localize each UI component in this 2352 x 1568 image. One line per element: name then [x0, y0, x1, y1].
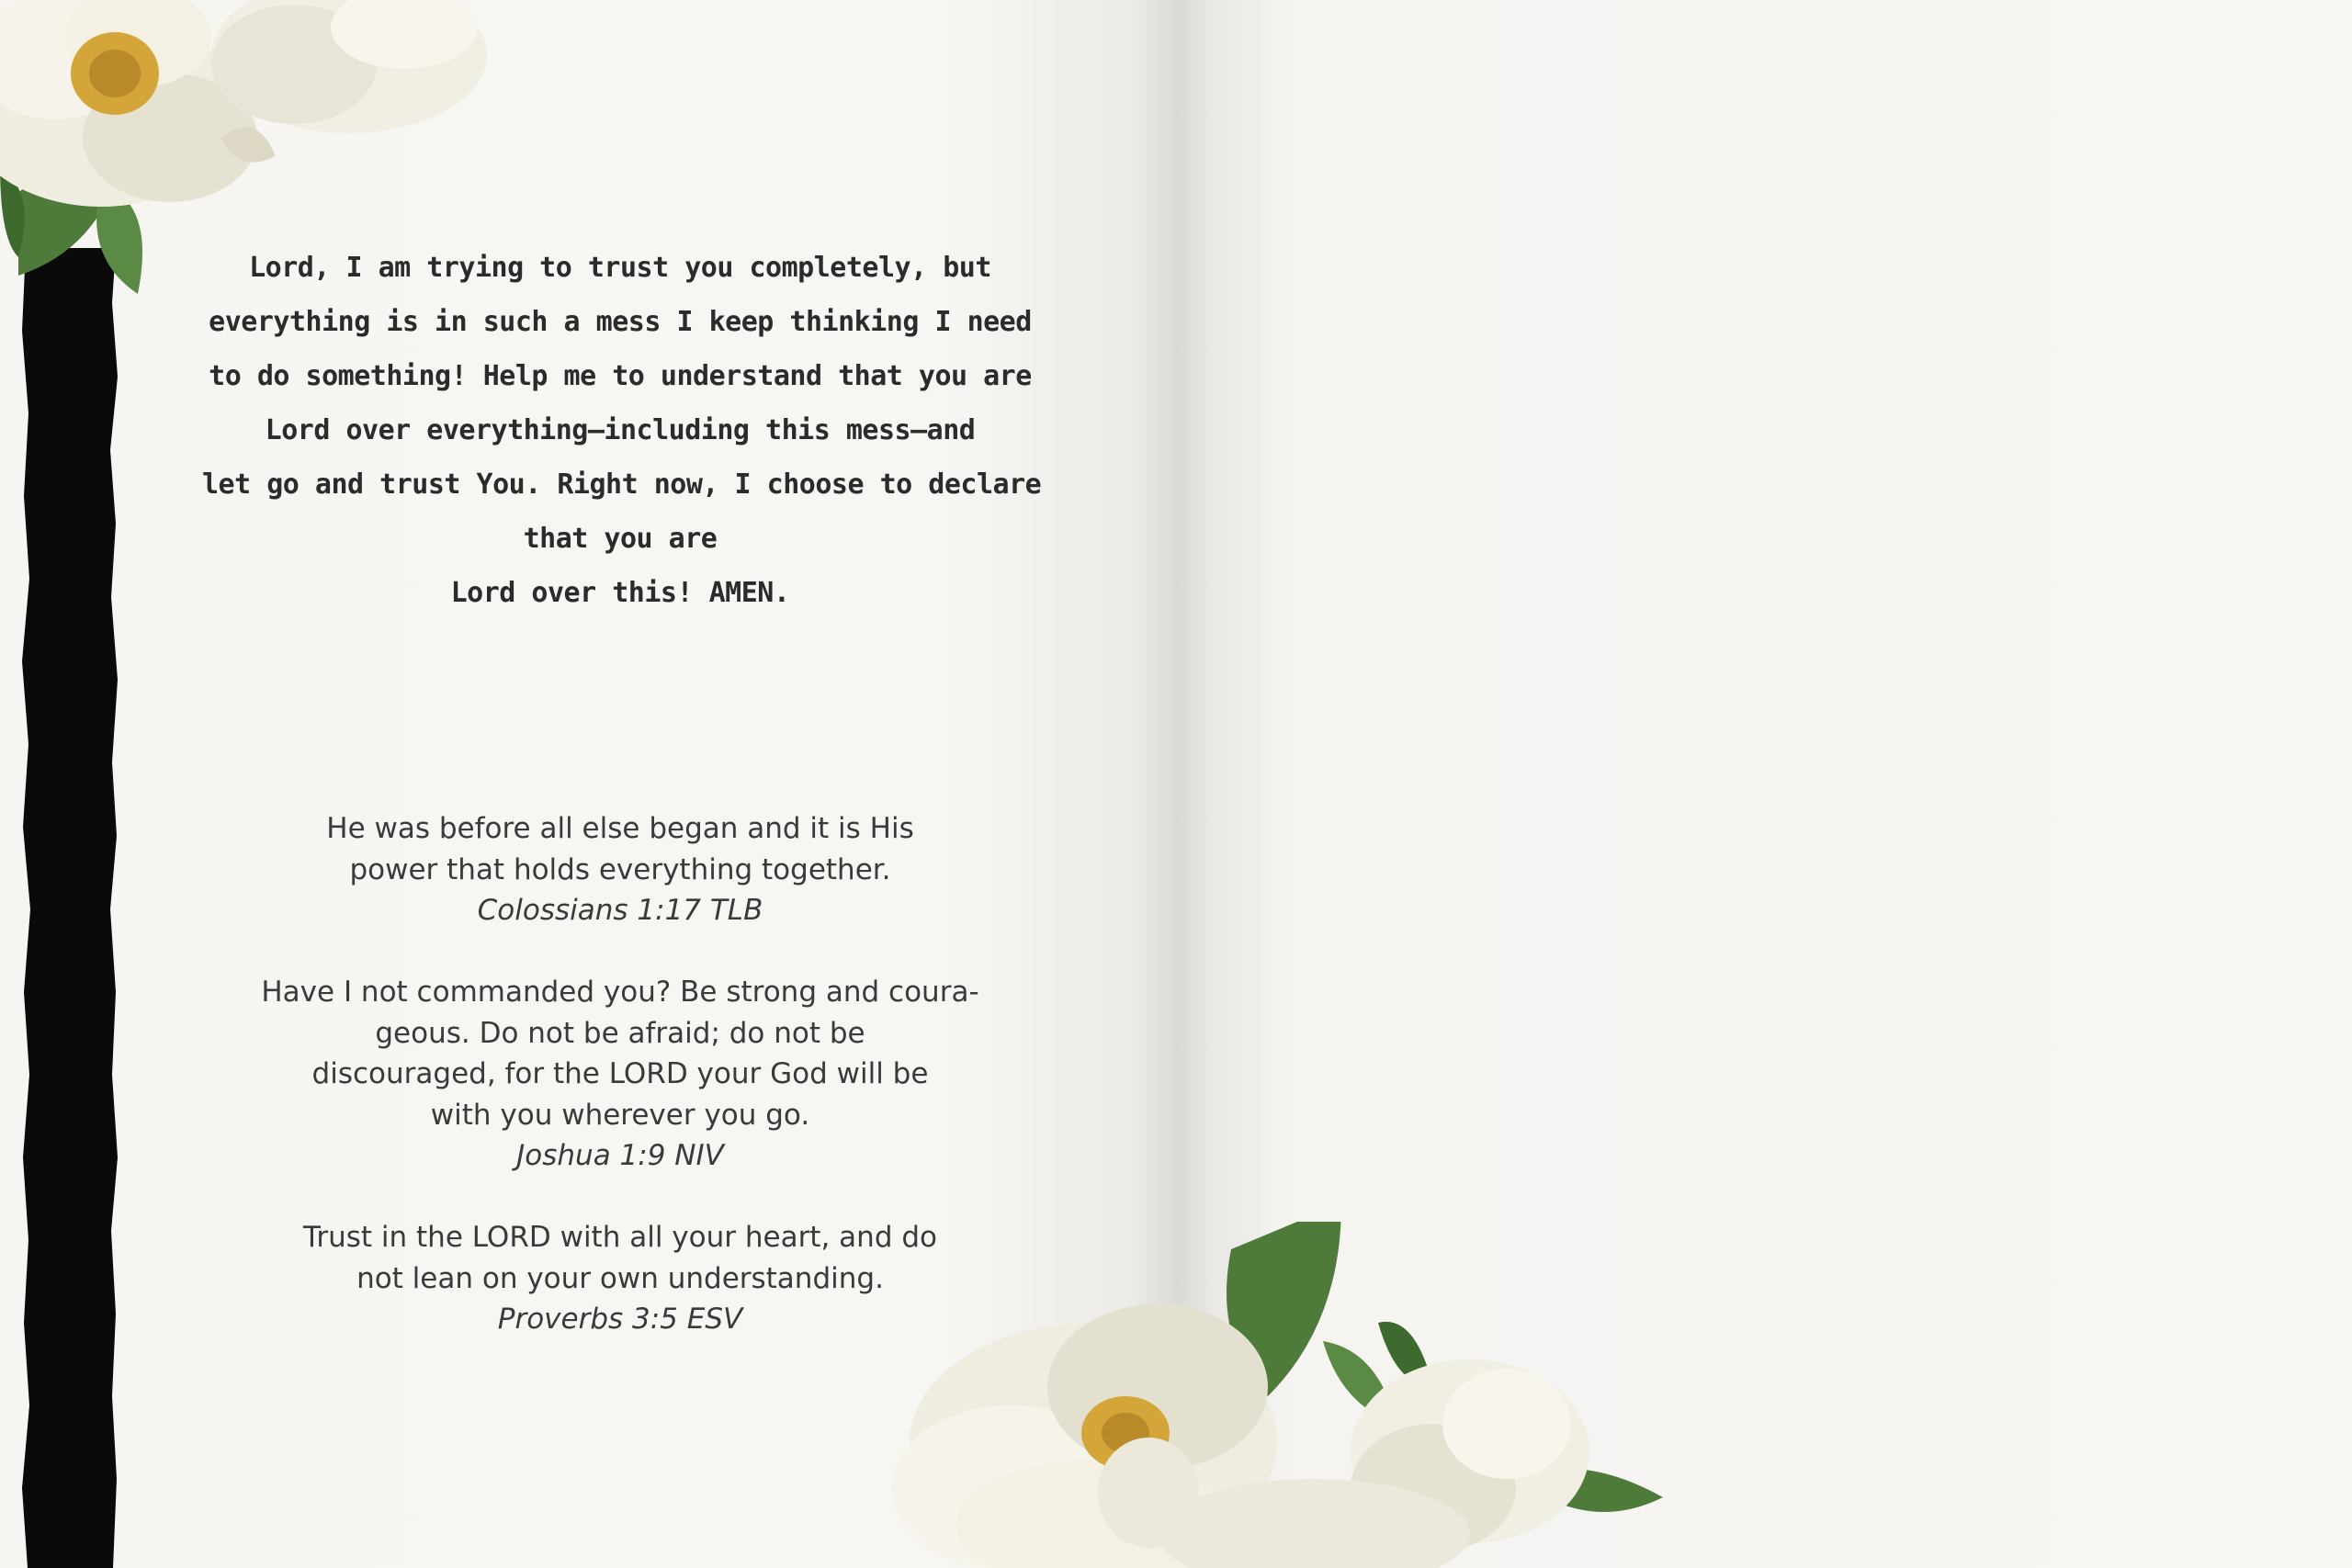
prayer-line: everything is in such a mess I keep thinking I need	[209, 306, 1032, 338]
prayer-line: Lord, I am trying to trust you completely, but	[249, 252, 991, 284]
verse-line: Trust in the LORD with all your heart, and do	[302, 1221, 937, 1254]
verse-line: discouraged, for the LORD your God will be	[311, 1057, 929, 1090]
verse-reference: Colossians 1:17 TLB	[477, 894, 763, 927]
verse-joshua	[184, 972, 1057, 1177]
torn-black-strip	[20, 248, 123, 1568]
prayer-line: Lord over everything—including this mess—and	[265, 414, 976, 446]
prayer-line: Lord over this! AMEN.	[450, 577, 790, 609]
verse-line: Have I not commanded you? Be strong and coura-	[261, 976, 979, 1009]
verse-line: not lean on your own understanding.	[356, 1261, 884, 1295]
magnolia-flower-icon	[882, 1222, 1672, 1568]
verse-line: with you wherever you go.	[430, 1098, 810, 1132]
verse-colossians	[184, 808, 1057, 931]
prayer-line: that you are	[523, 523, 718, 555]
prayer-line: to do something! Help me to understand that you are	[209, 360, 1032, 392]
verse-line: power that holds everything together.	[349, 852, 891, 886]
verse-reference: Proverbs 3:5 ESV	[497, 1303, 743, 1336]
verse-line: He was before all else began and it is His	[326, 812, 914, 845]
verse-reference: Joshua 1:9 NIV	[516, 1139, 724, 1172]
verse-line: geous. Do not be afraid; do not be	[375, 1016, 865, 1050]
prayer-text	[202, 241, 1042, 620]
prayer-line: let go and trust You. Right now, I choose to declare	[202, 468, 1042, 501]
